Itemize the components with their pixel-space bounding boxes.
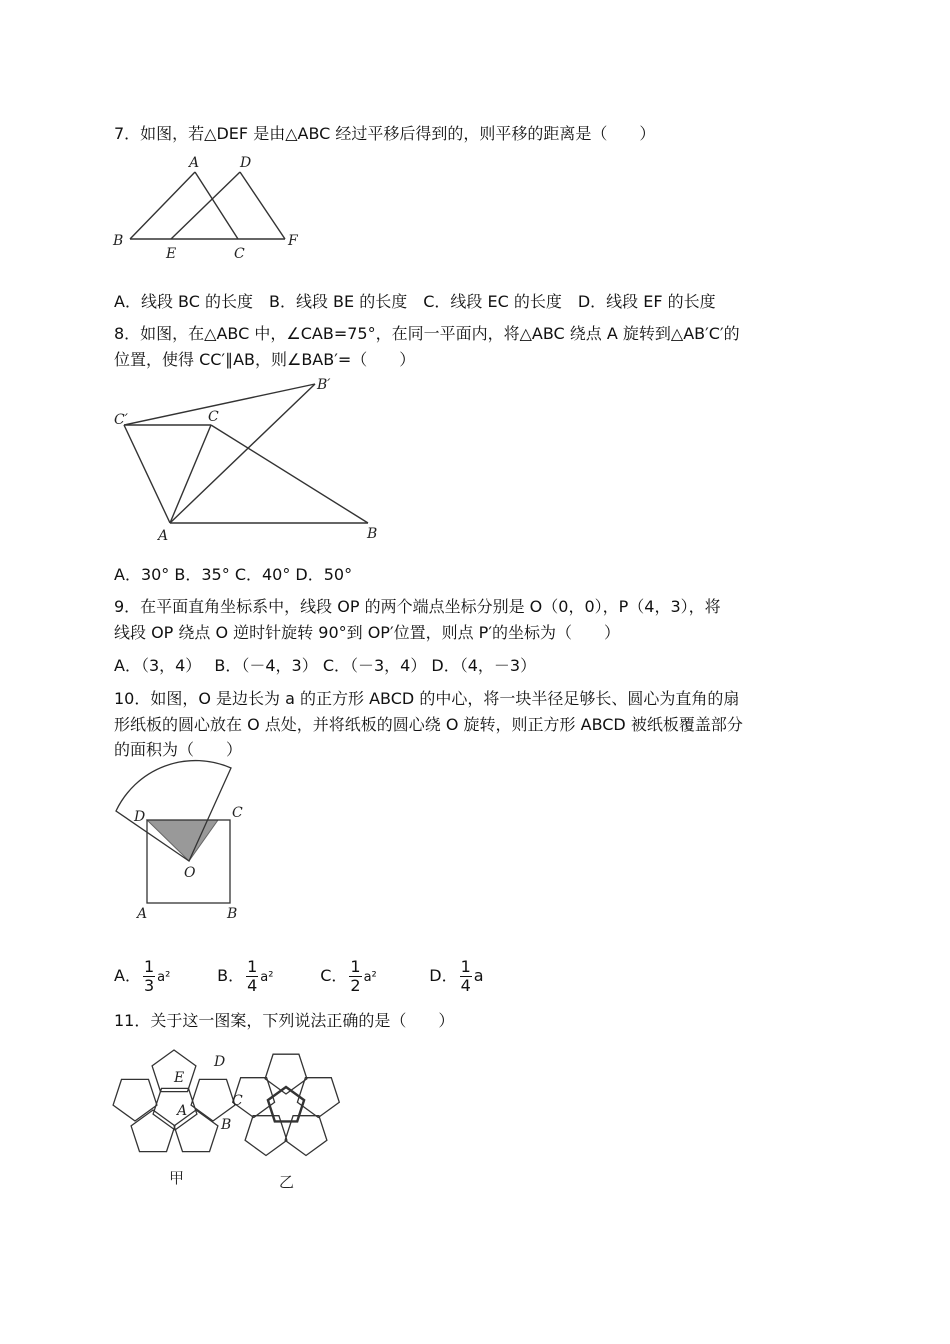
q11-caption-right: 乙 bbox=[279, 1173, 295, 1191]
q10-option-d: D． $\frac{1}{4}$ a bbox=[429, 957, 484, 995]
q10-options bbox=[114, 958, 484, 995]
fraction: $\frac{1}{4}$ bbox=[247, 957, 258, 995]
q11-label-a: A bbox=[177, 1103, 188, 1119]
q10-option-c: C． $\frac{1}{2}$ a² bbox=[320, 957, 377, 995]
q8-options: A．30° B．35° C．40° D．50° bbox=[114, 565, 353, 584]
q11-label-e: E bbox=[174, 1070, 185, 1086]
q10-label-b: B bbox=[227, 906, 238, 922]
pentagon bbox=[191, 1079, 235, 1121]
q11-label-b: B bbox=[221, 1117, 232, 1133]
pentagon bbox=[153, 1088, 197, 1130]
q10-stem-line2: 形纸板的圆心放在 O 点处，并将纸板的圆心绕 O 旋转，则正方形 ABCD 被纸板覆盖部分 bbox=[114, 715, 743, 734]
fraction: $\frac{1}{4}$ bbox=[460, 957, 471, 995]
q7-label-f: F bbox=[288, 233, 298, 249]
q7-label-e: E bbox=[166, 246, 177, 262]
q8-label-a: A bbox=[158, 528, 169, 544]
fraction: $\frac{1}{3}$ bbox=[143, 957, 155, 995]
q10-label-c: C bbox=[232, 805, 243, 821]
pentagon bbox=[285, 1116, 327, 1156]
q8-label-cp: C′ bbox=[114, 412, 128, 428]
q11-figure bbox=[105, 1035, 365, 1205]
q11-caption-left: 甲 bbox=[169, 1169, 185, 1187]
q8-label-bp: B′ bbox=[317, 377, 331, 393]
q10-label-o: O bbox=[184, 865, 196, 881]
q9-stem-line2: 线段 OP 绕点 O 逆时针旋转 90°到 OP′位置，则点 P′的坐标为（ ） bbox=[114, 623, 620, 642]
q8-label-b: B bbox=[367, 526, 378, 542]
q7-figure bbox=[110, 150, 310, 265]
q9-stem-line1: 9．在平面直角坐标系中，线段 OP 的两个端点坐标分别是 O（0，0），P（4，3），将 bbox=[114, 597, 721, 616]
q8-figure bbox=[110, 372, 390, 547]
q7-label-d: D bbox=[240, 155, 252, 171]
q11-label-c: C bbox=[232, 1093, 243, 1109]
q9-options: A．（3，4） B．（－4，3） C．（－3，4） D．（4，－3） bbox=[114, 656, 537, 675]
q11-label-d: D bbox=[214, 1054, 226, 1070]
q10-label-a: A bbox=[137, 906, 148, 922]
q8-stem-line1: 8．如图，在△ABC 中，∠CAB=75°，在同一平面内，将△ABC 绕点 A 旋转到△AB′C′的 bbox=[114, 324, 740, 343]
q10-covered-region bbox=[147, 820, 218, 861]
q7-label-b: B bbox=[113, 233, 124, 249]
q8-stem-line2: 位置，使得 CC′∥AB，则∠BAB′=（ ） bbox=[114, 350, 416, 369]
pentagon bbox=[297, 1078, 339, 1118]
q10-stem-line1: 10．如图，O 是边长为 a 的正方形 ABCD 的中心，将一块半径足够长、圆心为直角的扇 bbox=[114, 689, 740, 708]
q8-label-c: C bbox=[208, 409, 219, 425]
q10-option-a: A． $\frac{1}{3}$ a² bbox=[114, 957, 171, 995]
q7-label-a: A bbox=[189, 155, 200, 171]
q10-figure bbox=[110, 765, 260, 925]
q11-stem: 11．关于这一图案，下列说法正确的是（ ） bbox=[114, 1011, 455, 1030]
q7-label-c: C bbox=[234, 246, 245, 262]
pentagon bbox=[245, 1116, 287, 1156]
q10-stem-line3: 的面积为（ ） bbox=[114, 740, 243, 759]
q7-stem: 7．如图，若△DEF 是由△ABC 经过平移后得到的，则平移的距离是（ ） bbox=[114, 124, 656, 143]
pentagon bbox=[113, 1079, 157, 1121]
q7-options: A．线段 BC 的长度 B．线段 BE 的长度 C．线段 EC 的长度 D．线段 EF 的长度 bbox=[114, 292, 716, 311]
q10-option-b: B． $\frac{1}{4}$ a² bbox=[217, 957, 274, 995]
fraction: $\frac{1}{2}$ bbox=[350, 957, 361, 995]
q10-label-d: D bbox=[134, 809, 146, 825]
pentagon bbox=[131, 1110, 175, 1152]
